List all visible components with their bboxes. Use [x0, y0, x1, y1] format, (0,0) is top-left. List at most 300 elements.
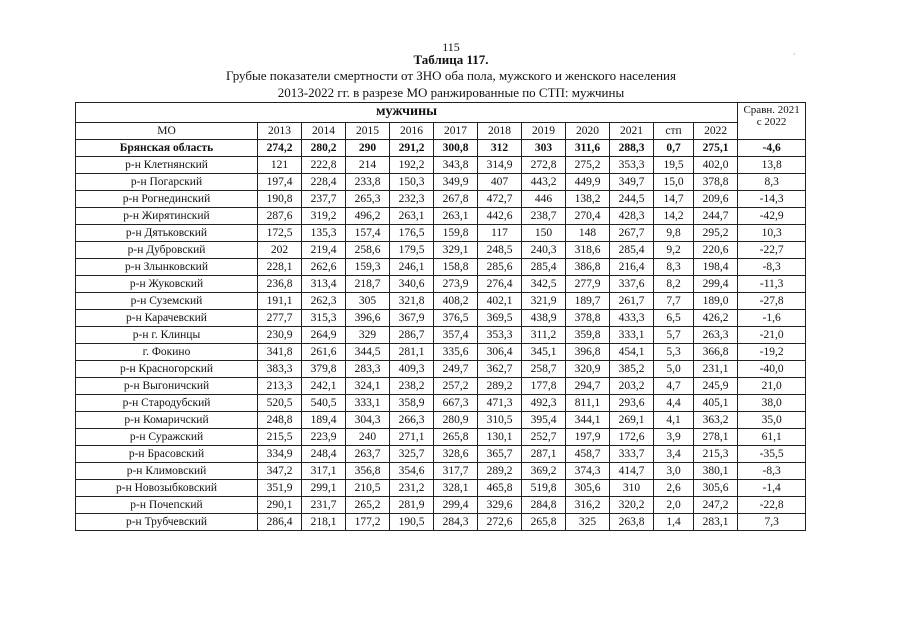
table-cell: 280,9 [434, 412, 478, 429]
table-row [76, 310, 806, 327]
table-cell: 220,6 [694, 242, 738, 259]
table-cell: 320,9 [566, 361, 610, 378]
table-cell: 357,4 [434, 327, 478, 344]
table-cell: 5,7 [654, 327, 694, 344]
table-cell: 213,3 [258, 378, 302, 395]
table-cell: 121 [258, 157, 302, 174]
table-cell: 329 [346, 327, 390, 344]
table-cell: 402,1 [478, 293, 522, 310]
table-cell: 408,2 [434, 293, 478, 310]
table-cell: 284,8 [522, 497, 566, 514]
cell-district-name: р-н г. Клинцы [76, 327, 258, 344]
table-cell: 288,3 [610, 140, 654, 157]
table-cell: 311,2 [522, 327, 566, 344]
table-cell: 177,2 [346, 514, 390, 531]
table-cell: 385,2 [610, 361, 654, 378]
column-header-2016: 2016 [390, 123, 434, 140]
table-cell: 150 [522, 225, 566, 242]
table-cell: 428,3 [610, 208, 654, 225]
table-cell: 321,9 [522, 293, 566, 310]
table-row [76, 174, 806, 191]
column-header-2018: 2018 [478, 123, 522, 140]
table-cell: 295,2 [694, 225, 738, 242]
table-cell: 281,9 [390, 497, 434, 514]
table-cell: 189,0 [694, 293, 738, 310]
table-cell: 10,3 [738, 225, 806, 242]
table-cell: 409,3 [390, 361, 434, 378]
table-cell: 157,4 [346, 225, 390, 242]
table-cell: 281,1 [390, 344, 434, 361]
table-cell: 135,3 [302, 225, 346, 242]
table-cell: 458,7 [566, 446, 610, 463]
table-cell: 283,1 [694, 514, 738, 531]
table-cell: 465,8 [478, 480, 522, 497]
table-cell: 333,7 [610, 446, 654, 463]
table-cell: 311,6 [566, 140, 610, 157]
table-cell: 21,0 [738, 378, 806, 395]
table-row-total [76, 140, 806, 157]
column-header-stp: стп [654, 123, 694, 140]
table-cell: 287,6 [258, 208, 302, 225]
table-row [76, 208, 806, 225]
table-cell: 351,9 [258, 480, 302, 497]
table-cell: 159,3 [346, 259, 390, 276]
table-cell: 316,2 [566, 497, 610, 514]
table-cell: 270,4 [566, 208, 610, 225]
table-cell: 190,8 [258, 191, 302, 208]
table-cell: 223,9 [302, 429, 346, 446]
table-cell: 230,9 [258, 327, 302, 344]
table-cell: 9,8 [654, 225, 694, 242]
table-cell: 191,1 [258, 293, 302, 310]
mortality-table [75, 102, 806, 531]
table-cell: 362,7 [478, 361, 522, 378]
table-cell: 315,3 [302, 310, 346, 327]
table-cell: 454,1 [610, 344, 654, 361]
table-cell: 305,6 [694, 480, 738, 497]
table-cell: 6,5 [654, 310, 694, 327]
table-row [76, 463, 806, 480]
table-row [76, 276, 806, 293]
table-cell: 446 [522, 191, 566, 208]
table-cell: 310 [610, 480, 654, 497]
table-cell: 395,4 [522, 412, 566, 429]
table-cell: 328,6 [434, 446, 478, 463]
table-cell: 248,8 [258, 412, 302, 429]
table-cell: 269,1 [610, 412, 654, 429]
table-cell: 5,0 [654, 361, 694, 378]
cell-district-name: р-н Суземский [76, 293, 258, 310]
table-cell: 177,8 [522, 378, 566, 395]
table-cell: 258,6 [346, 242, 390, 259]
table-cell: 811,1 [566, 395, 610, 412]
table-cell: 378,8 [566, 310, 610, 327]
table-cell: 283,3 [346, 361, 390, 378]
table-cell: 304,3 [346, 412, 390, 429]
table-cell: 280,2 [302, 140, 346, 157]
table-cell: 414,7 [610, 463, 654, 480]
table-cell: 407 [478, 174, 522, 191]
table-cell: 61,1 [738, 429, 806, 446]
table-cell: 383,3 [258, 361, 302, 378]
table-row [76, 446, 806, 463]
column-header-2019: 2019 [522, 123, 566, 140]
table-cell: 209,6 [694, 191, 738, 208]
table-cell: 237,7 [302, 191, 346, 208]
table-cell: 299,1 [302, 480, 346, 497]
table-cell: 376,5 [434, 310, 478, 327]
table-cell: 198,4 [694, 259, 738, 276]
table-cell: 240 [346, 429, 390, 446]
table-cell: 148 [566, 225, 610, 242]
table-cell: 172,6 [610, 429, 654, 446]
page-number: 115 [442, 40, 460, 54]
table-cell: 540,5 [302, 395, 346, 412]
table-row [76, 497, 806, 514]
table-cell: 340,6 [390, 276, 434, 293]
table-cell: 291,2 [390, 140, 434, 157]
table-cell: -1,4 [738, 480, 806, 497]
table-cell: 299,4 [434, 497, 478, 514]
table-cell: 317,1 [302, 463, 346, 480]
column-header-2014: 2014 [302, 123, 346, 140]
table-cell: 329,6 [478, 497, 522, 514]
cell-district-name: р-н Жирятинский [76, 208, 258, 225]
table-cell: 228,4 [302, 174, 346, 191]
table-cell: 218,1 [302, 514, 346, 531]
table-cell: 442,6 [478, 208, 522, 225]
table-cell: 261,7 [610, 293, 654, 310]
table-cell: 335,6 [434, 344, 478, 361]
table-cell: 130,1 [478, 429, 522, 446]
table-cell: 345,1 [522, 344, 566, 361]
table-cell: 290 [346, 140, 390, 157]
cell-district-name: р-н Жуковский [76, 276, 258, 293]
table-cell: 329,1 [434, 242, 478, 259]
table-cell: 299,4 [694, 276, 738, 293]
table-cell: 294,7 [566, 378, 610, 395]
table-cell: 231,7 [302, 497, 346, 514]
table-cell: 8,3 [654, 259, 694, 276]
table-cell: 333,1 [610, 327, 654, 344]
table-cell: 300,8 [434, 140, 478, 157]
table-cell: 261,6 [302, 344, 346, 361]
table-cell: 343,8 [434, 157, 478, 174]
table-cell: 258,7 [522, 361, 566, 378]
table-cell: 379,8 [302, 361, 346, 378]
table-cell: 218,7 [346, 276, 390, 293]
group-header-row [76, 103, 806, 123]
column-header-row [76, 123, 806, 140]
table-cell: 158,8 [434, 259, 478, 276]
table-cell: -11,3 [738, 276, 806, 293]
table-cell: 262,6 [302, 259, 346, 276]
table-cell: 8,2 [654, 276, 694, 293]
cell-district-name: г. Фокино [76, 344, 258, 361]
cell-district-name: р-н Карачевский [76, 310, 258, 327]
table-cell: 238,2 [390, 378, 434, 395]
table-cell: 353,3 [478, 327, 522, 344]
table-cell: 365,7 [478, 446, 522, 463]
table-cell: 396,6 [346, 310, 390, 327]
table-cell: 267,8 [434, 191, 478, 208]
table-cell: 244,5 [610, 191, 654, 208]
table-cell: 314,9 [478, 157, 522, 174]
table-cell: 667,3 [434, 395, 478, 412]
table-cell: 290,1 [258, 497, 302, 514]
table-cell: 222,8 [302, 157, 346, 174]
table-cell: -27,8 [738, 293, 806, 310]
column-header-2015: 2015 [346, 123, 390, 140]
table-cell: 380,1 [694, 463, 738, 480]
table-cell: 7,3 [738, 514, 806, 531]
table-cell: 248,4 [302, 446, 346, 463]
column-header-2020: 2020 [566, 123, 610, 140]
table-cell: 263,1 [434, 208, 478, 225]
table-cell: 289,2 [478, 463, 522, 480]
table-cell: 233,8 [346, 174, 390, 191]
table-cell: 285,4 [522, 259, 566, 276]
table-cell: -14,3 [738, 191, 806, 208]
table-row [76, 157, 806, 174]
table-cell: 342,5 [522, 276, 566, 293]
table-cell: 3,9 [654, 429, 694, 446]
table-cell: -19,2 [738, 344, 806, 361]
table-row [76, 293, 806, 310]
table-cell: 246,1 [390, 259, 434, 276]
group-header-men: мужчины [76, 103, 738, 123]
cell-district-name: р-н Выгоничский [76, 378, 258, 395]
table-cell: 426,2 [694, 310, 738, 327]
table-cell: 273,9 [434, 276, 478, 293]
table-cell: 263,3 [694, 327, 738, 344]
table-cell: 4,4 [654, 395, 694, 412]
column-header-mo: МО [76, 123, 258, 140]
table-cell: 347,2 [258, 463, 302, 480]
table-cell: -8,3 [738, 463, 806, 480]
table-cell: 265,3 [346, 191, 390, 208]
table-cell: 2,0 [654, 497, 694, 514]
column-header-2017: 2017 [434, 123, 478, 140]
table-cell: 363,2 [694, 412, 738, 429]
table-cell: 334,9 [258, 446, 302, 463]
table-cell: 267,7 [610, 225, 654, 242]
table-cell: 202 [258, 242, 302, 259]
table-cell: 215,3 [694, 446, 738, 463]
table-cell: 189,7 [566, 293, 610, 310]
table-cell: 353,3 [610, 157, 654, 174]
table-cell: 197,4 [258, 174, 302, 191]
table-cell: 359,8 [566, 327, 610, 344]
table-cell: 313,4 [302, 276, 346, 293]
table-cell: 337,6 [610, 276, 654, 293]
table-cell: 305,6 [566, 480, 610, 497]
table-cell: 248,5 [478, 242, 522, 259]
table-cell: 252,7 [522, 429, 566, 446]
table-cell: 272,6 [478, 514, 522, 531]
table-cell: 263,8 [610, 514, 654, 531]
cell-district-name: р-н Красногорский [76, 361, 258, 378]
table-cell: -22,7 [738, 242, 806, 259]
table-cell: 265,8 [434, 429, 478, 446]
table-cell: 219,4 [302, 242, 346, 259]
table-cell: 402,0 [694, 157, 738, 174]
table-cell: 265,2 [346, 497, 390, 514]
table-cell: 438,9 [522, 310, 566, 327]
table-cell: 159,8 [434, 225, 478, 242]
table-cell: 5,3 [654, 344, 694, 361]
table-cell: 275,1 [694, 140, 738, 157]
table-row [76, 480, 806, 497]
table-cell: 272,8 [522, 157, 566, 174]
table-row [76, 191, 806, 208]
table-cell: 277,9 [566, 276, 610, 293]
cell-district-name: р-н Дубровский [76, 242, 258, 259]
table-cell: 257,2 [434, 378, 478, 395]
table-cell: 366,8 [694, 344, 738, 361]
cell-district-name: р-н Дятьковский [76, 225, 258, 242]
table-cell: 320,2 [610, 497, 654, 514]
table-cell: 4,7 [654, 378, 694, 395]
table-cell: -8,3 [738, 259, 806, 276]
cell-district-name: р-н Клетнянский [76, 157, 258, 174]
cell-district-name: р-н Суражский [76, 429, 258, 446]
table-cell: 305 [346, 293, 390, 310]
table-cell: 520,5 [258, 395, 302, 412]
table-cell: 325,7 [390, 446, 434, 463]
table-cell: 214 [346, 157, 390, 174]
table-cell: 231,2 [390, 480, 434, 497]
table-cell: 249,7 [434, 361, 478, 378]
cell-district-name: р-н Климовский [76, 463, 258, 480]
table-cell: 263,1 [390, 208, 434, 225]
table-cell: 197,9 [566, 429, 610, 446]
table-cell: 138,2 [566, 191, 610, 208]
table-row [76, 344, 806, 361]
cell-district-name: р-н Брасовский [76, 446, 258, 463]
table-cell: 9,2 [654, 242, 694, 259]
table-cell: 19,5 [654, 157, 694, 174]
table-cell: 263,7 [346, 446, 390, 463]
table-cell: 472,7 [478, 191, 522, 208]
table-cell: 312 [478, 140, 522, 157]
table-cell: 386,8 [566, 259, 610, 276]
table-cell: -40,0 [738, 361, 806, 378]
table-cell: 150,3 [390, 174, 434, 191]
table-cell: 176,5 [390, 225, 434, 242]
table-cell: 321,8 [390, 293, 434, 310]
table-cell: 396,8 [566, 344, 610, 361]
table-cell: 405,1 [694, 395, 738, 412]
table-cell: 492,3 [522, 395, 566, 412]
table-cell: 3,0 [654, 463, 694, 480]
table-cell: 172,5 [258, 225, 302, 242]
table-cell: 303 [522, 140, 566, 157]
table-cell: 179,5 [390, 242, 434, 259]
cell-district-name: р-н Комаричский [76, 412, 258, 429]
table-cell: 271,1 [390, 429, 434, 446]
table-cell: -4,6 [738, 140, 806, 157]
table-cell: 318,6 [566, 242, 610, 259]
table-cell: -42,9 [738, 208, 806, 225]
cell-district-name: Брянская область [76, 140, 258, 157]
table-cell: 358,9 [390, 395, 434, 412]
table-cell: 519,8 [522, 480, 566, 497]
table-cell: 245,9 [694, 378, 738, 395]
table-cell: 236,8 [258, 276, 302, 293]
table-cell: 13,8 [738, 157, 806, 174]
table-cell: 232,3 [390, 191, 434, 208]
table-cell: 275,2 [566, 157, 610, 174]
table-cell: 15,0 [654, 174, 694, 191]
table-row [76, 361, 806, 378]
table-cell: 242,1 [302, 378, 346, 395]
table-row [76, 412, 806, 429]
table-row [76, 429, 806, 446]
table-cell: 216,4 [610, 259, 654, 276]
table-row [76, 225, 806, 242]
table-cell: 247,2 [694, 497, 738, 514]
table-cell: 277,7 [258, 310, 302, 327]
table-row [76, 378, 806, 395]
table-cell: 325 [566, 514, 610, 531]
table-cell: 117 [478, 225, 522, 242]
table-cell: 265,8 [522, 514, 566, 531]
table-cell: 374,3 [566, 463, 610, 480]
table-cell: 244,7 [694, 208, 738, 225]
cell-district-name: р-н Погарский [76, 174, 258, 191]
table-cell: 286,4 [258, 514, 302, 531]
table-cell: 367,9 [390, 310, 434, 327]
table-cell: 324,1 [346, 378, 390, 395]
column-header-2022: 2022 [694, 123, 738, 140]
table-cell: 0,7 [654, 140, 694, 157]
table-cell: 240,3 [522, 242, 566, 259]
table-cell: 344,1 [566, 412, 610, 429]
table-cell: 349,9 [434, 174, 478, 191]
table-cell: -22,8 [738, 497, 806, 514]
table-cell: 274,2 [258, 140, 302, 157]
table-cell: 192,2 [390, 157, 434, 174]
cell-district-name: р-н Трубчевский [76, 514, 258, 531]
table-cell: 35,0 [738, 412, 806, 429]
cell-district-name: р-н Новозыбковский [76, 480, 258, 497]
table-cell: 289,2 [478, 378, 522, 395]
table-cell: 356,8 [346, 463, 390, 480]
table-cell: 14,7 [654, 191, 694, 208]
table-cell: 433,3 [610, 310, 654, 327]
column-header-2021: 2021 [610, 123, 654, 140]
table-cell: 378,8 [694, 174, 738, 191]
table-number: Таблица 117. [413, 52, 489, 67]
cell-district-name: р-н Злынковский [76, 259, 258, 276]
table-cell: 354,6 [390, 463, 434, 480]
table-cell: 344,5 [346, 344, 390, 361]
table-cell: 496,2 [346, 208, 390, 225]
table-cell: 38,0 [738, 395, 806, 412]
table-cell: 266,3 [390, 412, 434, 429]
table-cell: -1,6 [738, 310, 806, 327]
table-cell: 287,1 [522, 446, 566, 463]
table-cell: 369,2 [522, 463, 566, 480]
table-cell: 189,4 [302, 412, 346, 429]
table-row [76, 242, 806, 259]
table-title-line-1: Грубые показатели смертности от ЗНО оба пола, мужского и женского населения [226, 68, 676, 83]
table-cell: 286,7 [390, 327, 434, 344]
table-title-line-2: 2013-2022 гг. в разрезе МО ранжированные по СТП: мужчины [277, 85, 625, 100]
table-cell: 4,1 [654, 412, 694, 429]
table-cell: 262,3 [302, 293, 346, 310]
